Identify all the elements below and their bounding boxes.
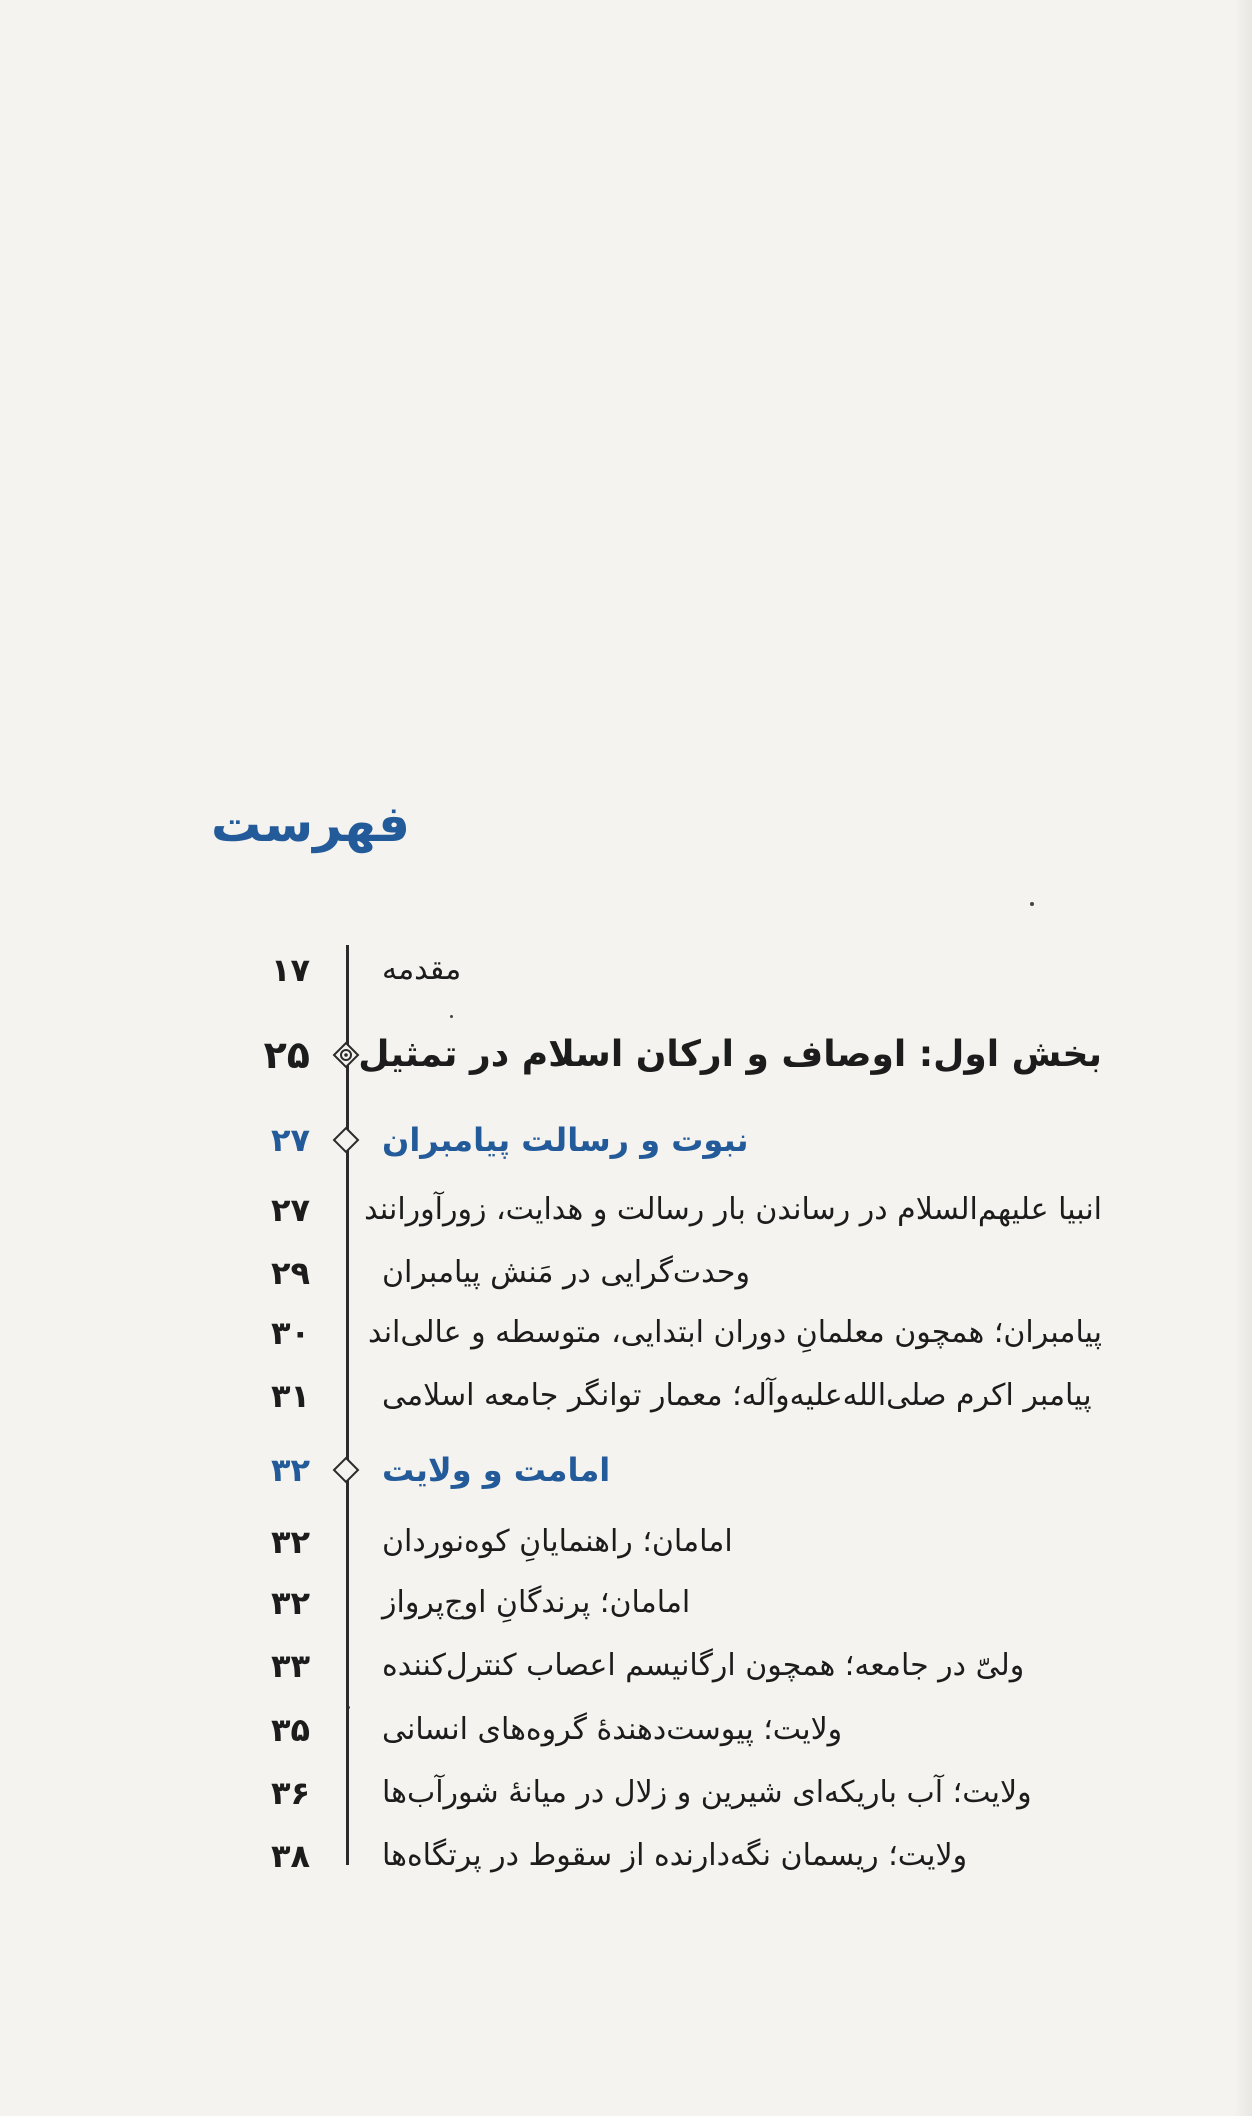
toc-entry[interactable]	[0, 1826, 1252, 1886]
toc-entry[interactable]	[0, 1763, 1252, 1823]
chapter-diamond-icon	[332, 1126, 360, 1154]
toc-page-number: ۲۷	[270, 1191, 310, 1229]
toc-entry[interactable]	[0, 1243, 1252, 1303]
toc-item-title: انبیا علیهم‌السلام در رساندن بار رسالت و هدایت، زورآورانند	[364, 1192, 1102, 1227]
toc-page-number: ۲۹	[270, 1254, 310, 1292]
toc-page-number: ۳۵	[270, 1711, 310, 1749]
chapter-diamond-icon	[332, 1456, 360, 1484]
toc-page-number: ۳۲	[270, 1451, 310, 1489]
stray-dot	[1030, 902, 1034, 906]
toc-page-number: ۳۲	[270, 1523, 310, 1561]
toc-item-title: ولایت؛ پیوست‌دهندهٔ گروه‌های انسانی	[382, 1712, 843, 1747]
toc-item-title: ولیّ در جامعه؛ همچون ارگانیسم اعصاب کنترل‌کننده	[382, 1648, 1025, 1683]
toc-entry[interactable]	[0, 1303, 1252, 1363]
toc-item-title: وحدت‌گرایی در مَنش پیامبران	[382, 1255, 750, 1290]
toc-page-number: ۳۰	[270, 1314, 310, 1352]
stray-dot	[450, 1015, 453, 1018]
toc-chapter-title: نبوت و رسالت پیامبران	[382, 1121, 749, 1159]
toc-item-title: امامان؛ راهنمایانِ کوه‌نوردان	[382, 1524, 733, 1559]
toc-title: فهرست	[211, 795, 410, 853]
toc-entry[interactable]	[0, 1512, 1252, 1572]
toc-page-number: ۳۱	[270, 1377, 310, 1415]
toc-entry[interactable]	[0, 1025, 1252, 1085]
toc-page-number: ۲۷	[270, 1121, 310, 1159]
part-ornament-icon	[332, 1041, 360, 1069]
toc-entry[interactable]	[0, 1180, 1252, 1240]
toc-part-title: بخش اول: اوصاف و ارکان اسلام در تمثیل	[358, 1034, 1102, 1075]
toc-chapter-title: امامت و ولایت	[382, 1451, 611, 1489]
toc-entry[interactable]	[0, 940, 1252, 1000]
toc-page-number: ۳۸	[270, 1837, 310, 1875]
toc-entry[interactable]	[0, 1366, 1252, 1426]
toc-entry[interactable]	[0, 1573, 1252, 1633]
toc-entry[interactable]	[0, 1636, 1252, 1696]
toc-entry[interactable]	[0, 1110, 1252, 1170]
toc-page-number: ۳۶	[270, 1774, 310, 1812]
toc-item-title: ولایت؛ ریسمان نگه‌دارنده از سقوط در پرتگاه‌ها	[382, 1838, 968, 1873]
toc-page-number: ۱۷	[270, 951, 310, 989]
toc-item-title: امامان؛ پرندگانِ اوج‌پرواز	[382, 1585, 691, 1620]
toc-item-title: پیامبران؛ همچون معلمانِ دوران ابتدایی، متوسطه و عالی‌اند	[367, 1315, 1102, 1350]
toc-page-number: ۳۲	[270, 1584, 310, 1622]
toc-entry[interactable]	[0, 1700, 1252, 1760]
toc-item-title: پیامبر اکرم صلی‌الله‌علیه‌وآله؛ معمار توانگر جامعه اسلامی	[382, 1378, 1092, 1413]
toc-page-number: ۳۳	[270, 1647, 310, 1685]
toc-item-title: ولایت؛ آب باریکه‌ای شیرین و زلال در میانهٔ شورآب‌ها	[382, 1775, 1032, 1810]
toc-page-number: ۲۵	[263, 1033, 310, 1077]
toc-item-title: مقدمه	[382, 952, 462, 987]
toc-entry[interactable]	[0, 1440, 1252, 1500]
